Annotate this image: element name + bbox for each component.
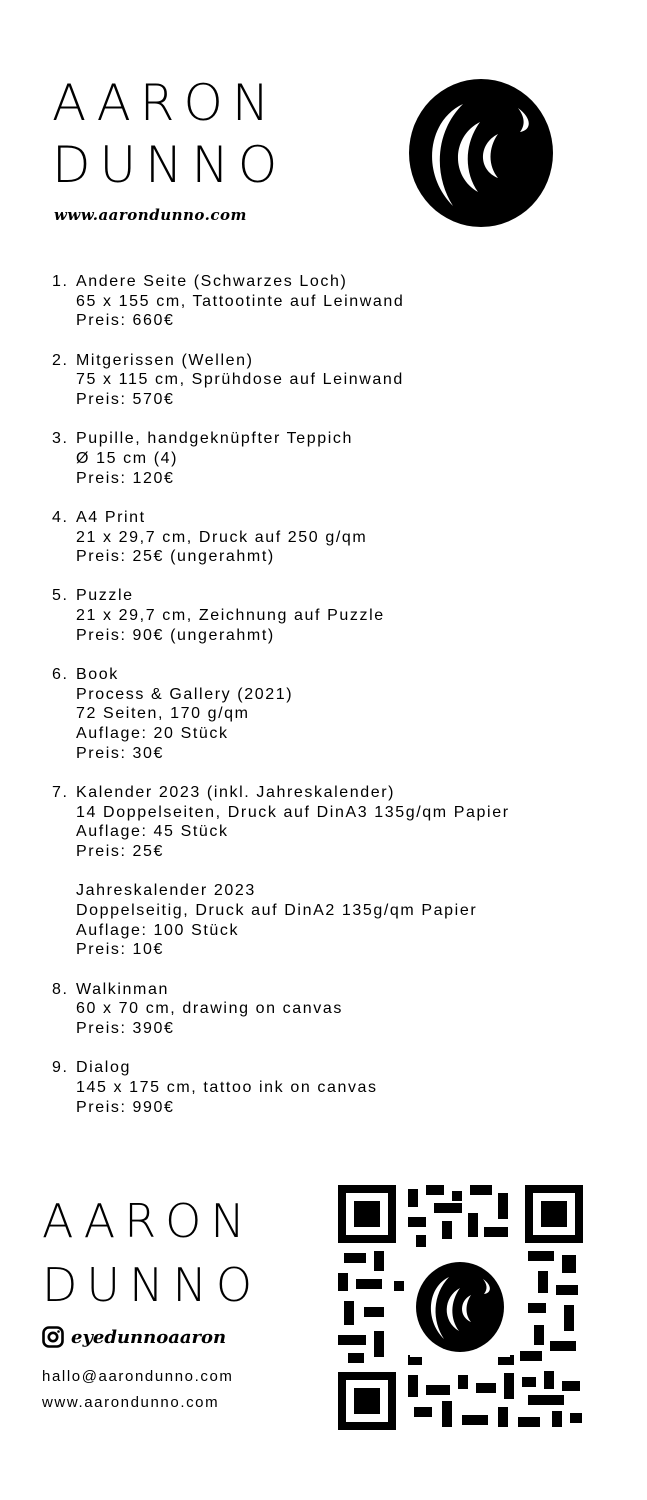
list-item xyxy=(52,429,632,488)
contact-email[interactable]: hallo@aarondunno.com xyxy=(42,1368,234,1385)
item-price: Preis: 30€ xyxy=(76,744,165,762)
item-number: 7. xyxy=(52,784,69,802)
item-number: 5. xyxy=(52,587,69,605)
item-title: Puzzle xyxy=(76,587,134,605)
price-list xyxy=(52,272,632,1137)
sub-item-price: Preis: 10€ xyxy=(76,941,165,959)
item-title: Pupille, handgeknüpfter Teppich xyxy=(76,430,354,448)
footer-name-line2: DUNNO xyxy=(42,1258,262,1312)
list-item xyxy=(52,1058,632,1117)
list-item xyxy=(52,783,632,960)
item-price: Preis: 25€ (ungerahmt) xyxy=(76,548,275,566)
item-detail: 21 x 29,7 cm, Druck auf 250 g/qm xyxy=(76,528,368,546)
item-detail: 72 Seiten, 170 g/qm xyxy=(76,705,250,723)
item-title: Andere Seite (Schwarzes Loch) xyxy=(76,273,348,290)
item-price: Preis: 90€ (ungerahmt) xyxy=(76,626,275,644)
item-price: Preis: 120€ xyxy=(76,469,175,487)
instagram-link[interactable] xyxy=(42,1326,226,1348)
item-number: 8. xyxy=(52,980,69,998)
item-number: 1. xyxy=(52,273,69,290)
item-price: Preis: 990€ xyxy=(76,1098,175,1116)
item-detail: Ø 15 cm (4) xyxy=(76,449,179,467)
sub-item-detail: Doppelseitig, Druck auf DinA2 135g/qm Papier xyxy=(76,902,478,920)
item-title: Walkinman xyxy=(76,980,169,998)
item-edition: Auflage: 45 Stück xyxy=(76,823,229,841)
list-item xyxy=(52,665,632,764)
item-detail: 145 x 175 cm, tattoo ink on canvas xyxy=(76,1079,378,1096)
item-detail: Process & Gallery (2021) xyxy=(76,685,294,703)
item-title: Dialog xyxy=(76,1059,131,1077)
item-number: 2. xyxy=(52,351,69,369)
footer-name-line1: AARON xyxy=(42,1194,254,1248)
list-item xyxy=(52,272,632,331)
instagram-handle: eyedunnoaaron xyxy=(71,1326,227,1348)
item-number: 6. xyxy=(52,666,69,684)
header-website[interactable]: www.aarondunno.com xyxy=(54,206,247,224)
item-detail: 65 x 155 cm, Tattootinte auf Leinwand xyxy=(76,292,405,310)
item-edition: Auflage: 20 Stück xyxy=(76,725,229,743)
brand-logo-icon xyxy=(408,78,554,228)
qr-code-icon[interactable] xyxy=(338,1185,583,1430)
item-price: Preis: 570€ xyxy=(76,391,175,409)
item-number: 3. xyxy=(52,430,69,448)
list-item xyxy=(52,980,632,1039)
item-title: Book xyxy=(76,666,119,684)
list-item xyxy=(52,351,632,410)
item-number: 9. xyxy=(52,1059,69,1077)
item-price: Preis: 390€ xyxy=(76,1020,175,1038)
list-item xyxy=(52,508,632,567)
item-price: Preis: 25€ xyxy=(76,843,165,861)
contact-website[interactable]: www.aarondunno.com xyxy=(42,1394,220,1411)
qr-center-logo xyxy=(416,1262,504,1352)
item-number: 4. xyxy=(52,508,69,526)
sub-item-title: Jahreskalender 2023 xyxy=(76,882,256,900)
item-title: Mitgerissen (Wellen) xyxy=(76,351,254,369)
item-detail: 21 x 29,7 cm, Zeichnung auf Puzzle xyxy=(76,607,385,625)
item-detail: 60 x 70 cm, drawing on canvas xyxy=(76,1000,343,1018)
item-detail: 75 x 115 cm, Sprühdose auf Leinwand xyxy=(76,371,404,389)
list-item xyxy=(52,586,632,645)
header-name-line1: AARON xyxy=(52,74,279,132)
item-price: Preis: 660€ xyxy=(76,312,175,330)
sub-item-edition: Auflage: 100 Stück xyxy=(76,921,240,939)
header-name-line2: DUNNO xyxy=(52,136,287,194)
item-detail: 14 Doppelseiten, Druck auf DinA3 135g/qm Papier xyxy=(76,803,510,821)
item-title: Kalender 2023 (inkl. Jahreskalender) xyxy=(76,784,396,802)
item-title: A4 Print xyxy=(76,508,146,526)
instagram-icon xyxy=(42,1326,64,1348)
